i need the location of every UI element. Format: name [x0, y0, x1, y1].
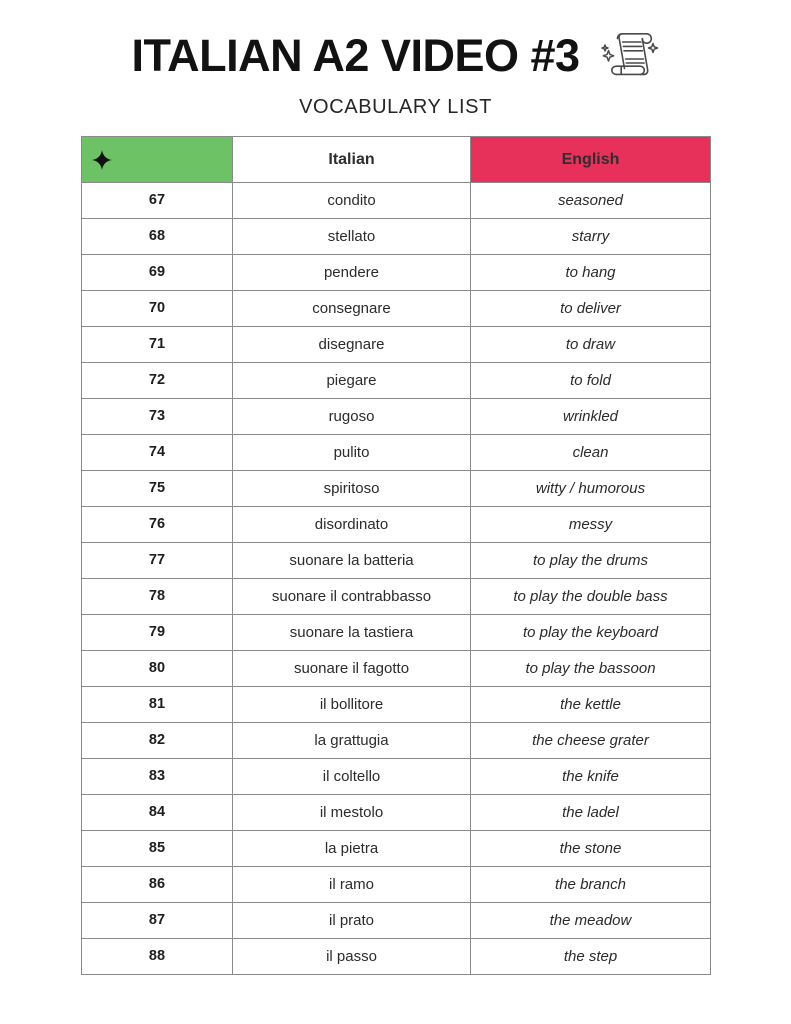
- cell-italian: piegare: [233, 363, 471, 399]
- cell-italian: suonare il contrabbasso: [233, 579, 471, 615]
- cell-italian: il prato: [233, 903, 471, 939]
- table-row: [82, 903, 711, 939]
- cell-italian: suonare la tastiera: [233, 615, 471, 651]
- table-row: [82, 759, 711, 795]
- cell-english: seasoned: [471, 183, 711, 219]
- cell-number: 80: [82, 651, 233, 687]
- scroll-icon: [598, 24, 660, 86]
- table-row: [82, 291, 711, 327]
- cell-number: 81: [82, 687, 233, 723]
- cell-english: starry: [471, 219, 711, 255]
- cell-english: to play the bassoon: [471, 651, 711, 687]
- cell-number: 72: [82, 363, 233, 399]
- table-row: [82, 867, 711, 903]
- cell-italian: la grattugia: [233, 723, 471, 759]
- cell-english: clean: [471, 435, 711, 471]
- cell-number: 75: [82, 471, 233, 507]
- table-row: [82, 327, 711, 363]
- cell-english: the ladel: [471, 795, 711, 831]
- column-header-number: [82, 137, 233, 183]
- cell-english: the branch: [471, 867, 711, 903]
- table-row: [82, 615, 711, 651]
- cell-italian: la pietra: [233, 831, 471, 867]
- cell-italian: il bollitore: [233, 687, 471, 723]
- cell-number: 69: [82, 255, 233, 291]
- cell-italian: disegnare: [233, 327, 471, 363]
- cell-number: 84: [82, 795, 233, 831]
- cell-number: 79: [82, 615, 233, 651]
- cell-italian: disordinato: [233, 507, 471, 543]
- cell-number: 82: [82, 723, 233, 759]
- cell-number: 76: [82, 507, 233, 543]
- cell-number: 73: [82, 399, 233, 435]
- cell-number: 77: [82, 543, 233, 579]
- cell-number: 74: [82, 435, 233, 471]
- cell-italian: il ramo: [233, 867, 471, 903]
- cell-italian: consegnare: [233, 291, 471, 327]
- cell-number: 78: [82, 579, 233, 615]
- table-row: [82, 183, 711, 219]
- table-row: [82, 651, 711, 687]
- cell-number: 85: [82, 831, 233, 867]
- cell-english: the stone: [471, 831, 711, 867]
- table-row: [82, 723, 711, 759]
- cell-english: the cheese grater: [471, 723, 711, 759]
- sparkle-icon: [91, 149, 113, 171]
- cell-italian: pulito: [233, 435, 471, 471]
- cell-english: to play the drums: [471, 543, 711, 579]
- page-title: ITALIAN A2 VIDEO #3: [131, 29, 580, 81]
- cell-italian: spiritoso: [233, 471, 471, 507]
- cell-italian: rugoso: [233, 399, 471, 435]
- cell-italian: suonare il fagotto: [233, 651, 471, 687]
- table-row: [82, 399, 711, 435]
- column-header-english: English: [471, 137, 711, 183]
- vocabulary-table: [81, 136, 711, 975]
- cell-english: the knife: [471, 759, 711, 795]
- table-header: [82, 137, 711, 183]
- cell-number: 88: [82, 939, 233, 975]
- table-row: [82, 939, 711, 975]
- table-row: [82, 579, 711, 615]
- cell-italian: condito: [233, 183, 471, 219]
- table-row: [82, 795, 711, 831]
- cell-italian: il coltello: [233, 759, 471, 795]
- cell-italian: il mestolo: [233, 795, 471, 831]
- cell-english: wrinkled: [471, 399, 711, 435]
- table-row: [82, 831, 711, 867]
- table-row: [82, 471, 711, 507]
- table-row: [82, 363, 711, 399]
- cell-number: 87: [82, 903, 233, 939]
- cell-number: 70: [82, 291, 233, 327]
- column-header-italian: Italian: [233, 137, 471, 183]
- cell-english: messy: [471, 507, 711, 543]
- table-row: [82, 543, 711, 579]
- cell-english: to play the keyboard: [471, 615, 711, 651]
- cell-italian: pendere: [233, 255, 471, 291]
- cell-english: to fold: [471, 363, 711, 399]
- table-body: [82, 183, 711, 975]
- cell-number: 71: [82, 327, 233, 363]
- cell-number: 67: [82, 183, 233, 219]
- cell-english: witty / humorous: [471, 471, 711, 507]
- table-row: [82, 507, 711, 543]
- title-row: [0, 24, 791, 86]
- table-row: [82, 255, 711, 291]
- cell-italian: stellato: [233, 219, 471, 255]
- page-header: [0, 24, 791, 117]
- cell-english: to hang: [471, 255, 711, 291]
- table-header-row: [82, 137, 711, 183]
- cell-number: 68: [82, 219, 233, 255]
- vocabulary-table-container: [81, 136, 710, 975]
- cell-english: to draw: [471, 327, 711, 363]
- table-row: [82, 435, 711, 471]
- page-subtitle: VOCABULARY LIST: [299, 96, 492, 118]
- table-row: [82, 219, 711, 255]
- cell-english: the kettle: [471, 687, 711, 723]
- cell-english: the step: [471, 939, 711, 975]
- cell-number: 86: [82, 867, 233, 903]
- cell-italian: il passo: [233, 939, 471, 975]
- cell-italian: suonare la batteria: [233, 543, 471, 579]
- cell-number: 83: [82, 759, 233, 795]
- cell-english: to play the double bass: [471, 579, 711, 615]
- cell-english: the meadow: [471, 903, 711, 939]
- cell-english: to deliver: [471, 291, 711, 327]
- table-row: [82, 687, 711, 723]
